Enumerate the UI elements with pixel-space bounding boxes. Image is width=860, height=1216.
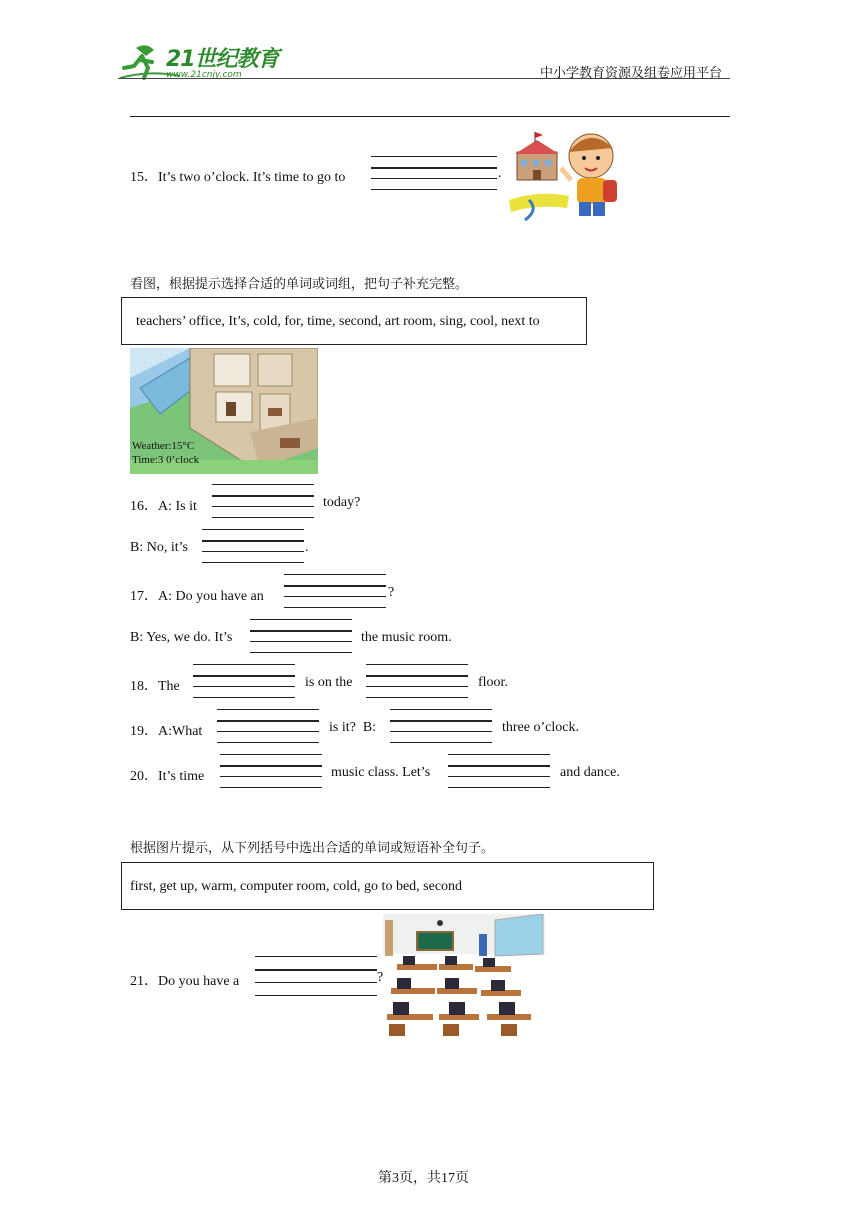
school-boy-image bbox=[505, 128, 625, 223]
q16-b-post: . bbox=[305, 540, 309, 555]
q18-blank-1[interactable] bbox=[193, 664, 295, 698]
q18-pre: 18．The bbox=[130, 679, 180, 694]
header-rule bbox=[118, 78, 730, 79]
q17-b-blank[interactable] bbox=[250, 619, 352, 653]
q16-b-blank[interactable] bbox=[202, 529, 304, 563]
header-rule-2 bbox=[130, 116, 730, 117]
image-weather-label: Weather:15°C bbox=[132, 440, 195, 452]
q19-post: three o’clock. bbox=[502, 720, 579, 735]
page-number: 第3页，共17页 bbox=[378, 1171, 469, 1186]
q18-post: floor. bbox=[478, 675, 508, 690]
logo-main-text: 21世纪教育 bbox=[166, 47, 279, 72]
q18-mid: is on the bbox=[305, 675, 353, 690]
q20-pre: 20．It’s time bbox=[130, 769, 205, 784]
q19-blank-2[interactable] bbox=[390, 709, 492, 743]
q17-a-post: ? bbox=[388, 585, 395, 600]
word-bank-2-text: first, get up, warm, computer room, cold, go to bed, second bbox=[130, 879, 463, 894]
school-building-image bbox=[130, 348, 318, 474]
q18-blank-2[interactable] bbox=[366, 664, 468, 698]
q19-blank-1[interactable] bbox=[217, 709, 319, 743]
q21-post: ? bbox=[377, 970, 384, 985]
q15-text: 15．It’s two o’clock. It’s time to go to bbox=[130, 170, 346, 185]
q20-post: and dance. bbox=[560, 765, 620, 780]
q17-a-pre: 17．A: Do you have an bbox=[130, 589, 264, 604]
q20-mid: music class. Let’s bbox=[331, 765, 431, 780]
q16-a-post: today? bbox=[323, 495, 361, 510]
q19-mid: is it? B: bbox=[329, 720, 377, 735]
computer-room-image bbox=[383, 914, 545, 1038]
q20-blank-2[interactable] bbox=[448, 754, 550, 788]
logo-url-text: www.21cnjy.com bbox=[166, 70, 242, 80]
q16-a-pre: 16．A: Is it bbox=[130, 499, 197, 514]
section2-word-bank bbox=[121, 862, 654, 910]
q17-a-blank[interactable] bbox=[284, 574, 386, 608]
q17-b-post: the music room. bbox=[361, 630, 452, 645]
q16-a-blank[interactable] bbox=[212, 484, 314, 518]
q16-b-pre: B: No, it’s bbox=[130, 540, 188, 555]
section1-instruction: 看图，根据提示选择合适的单词或词组，把句子补充完整。 bbox=[130, 277, 469, 292]
q21-blank[interactable] bbox=[255, 956, 377, 996]
q20-blank-1[interactable] bbox=[220, 754, 322, 788]
q17-b-pre: B: Yes, we do. It’s bbox=[130, 630, 233, 645]
q15-end: . bbox=[498, 166, 502, 181]
q15-blank[interactable] bbox=[371, 156, 497, 190]
section2-instruction: 根据图片提示，从下列括号中选出合适的单词或短语补全句子。 bbox=[130, 841, 495, 856]
q19-pre: 19．A:What bbox=[130, 724, 203, 739]
image-time-label: Time:3 0’clock bbox=[132, 454, 200, 466]
q21-pre: 21．Do you have a bbox=[130, 974, 240, 989]
header-platform: 中小学教育资源及组卷应用平台 bbox=[540, 66, 723, 81]
word-bank-text: teachers’ office, It’s, cold, for, time, second, art room, sing, cool, next to bbox=[136, 314, 540, 329]
section1-word-bank bbox=[121, 297, 587, 345]
